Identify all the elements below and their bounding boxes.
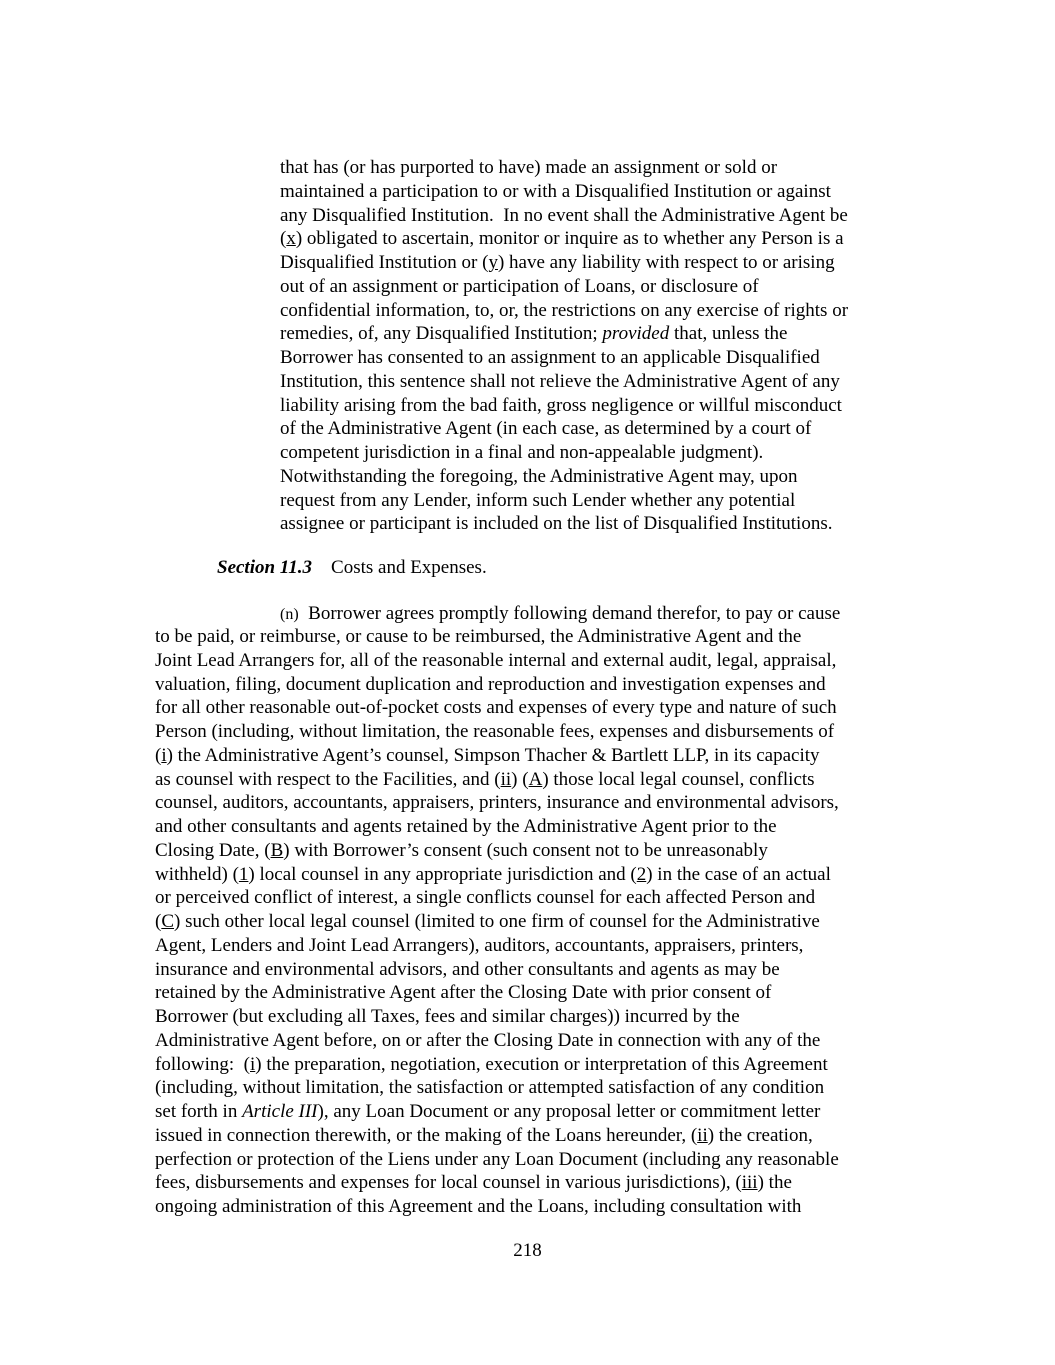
section-heading [217,557,487,579]
text-run: ( [155,911,162,932]
text-run: ) obligated to ascertain, monitor or inquire as to whether any Person is a [295,228,844,250]
text-line [155,745,820,767]
text-run: ) local counsel in any appropriate jurisdiction and ( [248,863,637,885]
underlined-reference: B [270,839,284,861]
text-run: liability arising from the bad faith, gross negligence or willful misconduct [280,394,842,416]
text-run: ) the [757,1172,792,1194]
text-run: Agent, Lenders and Joint Lead Arrangers), auditors, accountants, appraisers, printers, [155,934,804,956]
section-heading-gap [312,557,331,578]
text-line [155,650,836,672]
text-run: ) ( [511,768,529,790]
text-run: for all other reasonable out-of-pocket costs and expenses of every type and nature of such [155,697,837,719]
text-run: that, unless the [669,323,788,345]
text-line [280,323,787,345]
underlined-reference: ii [697,1124,708,1146]
text-line [155,769,815,791]
text-line [155,887,815,909]
text-run: Notwithstanding the foregoing, the Administrative Agent may, upon [280,465,798,487]
text-run: following: ( [155,1053,250,1075]
section-title: Costs and Expenses. [331,557,487,578]
page-number: 218 [513,1240,542,1261]
text-run: maintained a participation to or with a Disqualified Institution or against [280,180,831,202]
text-line [280,513,832,535]
text-run: fees, disbursements and expenses for local counsel in various jurisdictions), ( [155,1172,742,1194]
text-run: ) the preparation, negotiation, execution or interpretation of this Agreement [255,1053,828,1075]
text-line [155,1149,839,1171]
text-line [155,935,803,957]
text-line [155,1172,792,1194]
text-line [280,300,848,322]
text-run: that has (or has purported to have) made an assignment or sold or [280,157,778,178]
text-line [280,395,842,417]
text-line [155,792,839,814]
text-run: retained by the Administrative Agent after the Closing Date with prior consent of [155,982,772,1004]
text-run: ) in the case of an actual [646,863,831,885]
text-line [155,1006,740,1028]
text-line [155,1125,813,1147]
section-paragraph-first-line [280,603,840,626]
text-run: of the Administrative Agent (in each case, as determined by a court of [280,418,812,440]
text-run: to be paid, or reimburse, or cause to be reimbursed, the Administrative Agent and the [155,626,802,647]
underlined-reference: 1 [238,863,249,885]
underlined-reference: A [528,768,543,790]
text-run: ( [280,228,287,250]
text-run: Institution, this sentence shall not relieve the Administrative Agent of any [280,370,840,392]
text-line [280,205,848,227]
text-run: (including, without limitation, the satisfaction or attempted satisfaction of any condition [155,1077,825,1099]
text-run: ) the Administrative Agent’s counsel, Simpson Thacher & Bartlett LLP, in its capacity [166,744,820,766]
text-run: competent jurisdiction in a final and non-appealable judgment). [280,442,764,463]
text-line [280,252,835,274]
text-run: ) have any liability with respect to or arising [497,252,835,273]
text-run: assignee or participant is included on the list of Disqualified Institutions. [280,513,833,535]
text-run: remedies, of, any Disqualified Institution; [280,323,603,345]
underlined-reference: iii [741,1172,758,1194]
underlined-reference: ii [500,768,512,790]
text-run: insurance and environmental advisors, and other consultants and agents as may be [155,958,780,980]
text-line [280,181,831,203]
text-run: ) such other local legal counsel (limited to one firm of counsel for the Administrative [174,911,820,932]
text-line [155,982,771,1004]
text-run: issued in connection therewith, or the making of the Loans hereunder, ( [155,1124,698,1146]
text-run: Borrower (but excluding all Taxes, fees and similar charges)) incurred by the [155,1006,740,1027]
underlined-reference: C [161,911,175,932]
text-run: out of an assignment or participation of Loans, or disclosure of [280,275,759,297]
text-line [155,816,777,838]
text-run: counsel, auditors, accountants, appraisers, printers, insurance and environmental advisors, [155,792,839,814]
text-run: Administrative Agent before, on or after the Closing Date in connection with any of the [155,1029,821,1051]
text-line [280,228,844,250]
underlined-reference: i [250,1053,256,1075]
text-run: Disqualified Institution or ( [280,252,489,273]
text-run: Borrower has consented to an assignment to an applicable Disqualified [280,347,820,368]
text-run: withheld) ( [155,863,239,885]
text-line [155,1054,828,1076]
paragraph-first-line-text [299,603,841,624]
text-line [155,959,780,981]
text-line [155,911,820,933]
text-line [280,418,811,440]
text-line [155,674,826,696]
section-number: Section 11.3 [217,557,313,578]
text-run: ) those local legal counsel, conflicts [542,768,815,790]
text-run: or perceived conflict of interest, a single conflicts counsel for each affected Person and [155,887,816,909]
text-line [280,371,840,393]
text-line [155,1101,820,1123]
text-run: Joint Lead Arrangers for, all of the reasonable internal and external audit, legal, appraisal, [155,649,837,671]
text-line [280,466,798,488]
text-line [280,490,795,512]
text-line [155,721,834,743]
text-run: ) with Borrower’s consent (such consent not to be unreasonably [283,839,768,861]
text-line [280,442,763,464]
text-run: ) the creation, [707,1124,813,1146]
text-run: Borrower agrees promptly following demand therefor, to pay or cause [298,603,841,624]
text-run: perfection or protection of the Liens under any Loan Document (including any reasonable [155,1148,839,1170]
text-run: any Disqualified Institution. In no event shall the Administrative Agent be [280,204,848,226]
text-run: request from any Lender, inform such Lender whether any potential [280,489,796,511]
text-run: as counsel with respect to the Facilities, and ( [155,768,501,790]
text-line [155,1030,820,1052]
text-line [155,626,801,648]
text-line [155,840,768,862]
italic-term: Article III [242,1101,318,1122]
underlined-reference: x [286,228,296,250]
text-run: confidential information, to, or, the restrictions on any exercise of rights or [280,299,849,321]
underlined-reference: 2 [636,863,647,885]
text-run: ), any Loan Document or any proposal letter or commitment letter [317,1101,821,1122]
text-run: ( [155,744,162,766]
text-run: Person (including, without limitation, the reasonable fees, expenses and disbursements of [155,721,835,742]
paragraph-marker: (n) [280,606,299,623]
underlined-reference: i [161,744,167,766]
text-run: ongoing administration of this Agreement and the Loans, including consultation with [155,1196,802,1217]
text-line [280,276,759,298]
text-run: and other consultants and agents retained by the Administrative Agent prior to the [155,816,777,837]
text-run: set forth in [155,1101,243,1122]
italic-term: provided [602,323,670,345]
text-run: valuation, filing, document duplication and reproduction and investigation expenses and [155,673,826,695]
text-line [155,697,837,719]
text-line [155,1077,824,1099]
text-line [155,864,831,886]
text-line [155,1196,801,1218]
text-line [280,347,820,369]
underlined-reference: y [488,252,498,273]
text-line [280,157,777,179]
text-run: Closing Date, ( [155,839,271,861]
